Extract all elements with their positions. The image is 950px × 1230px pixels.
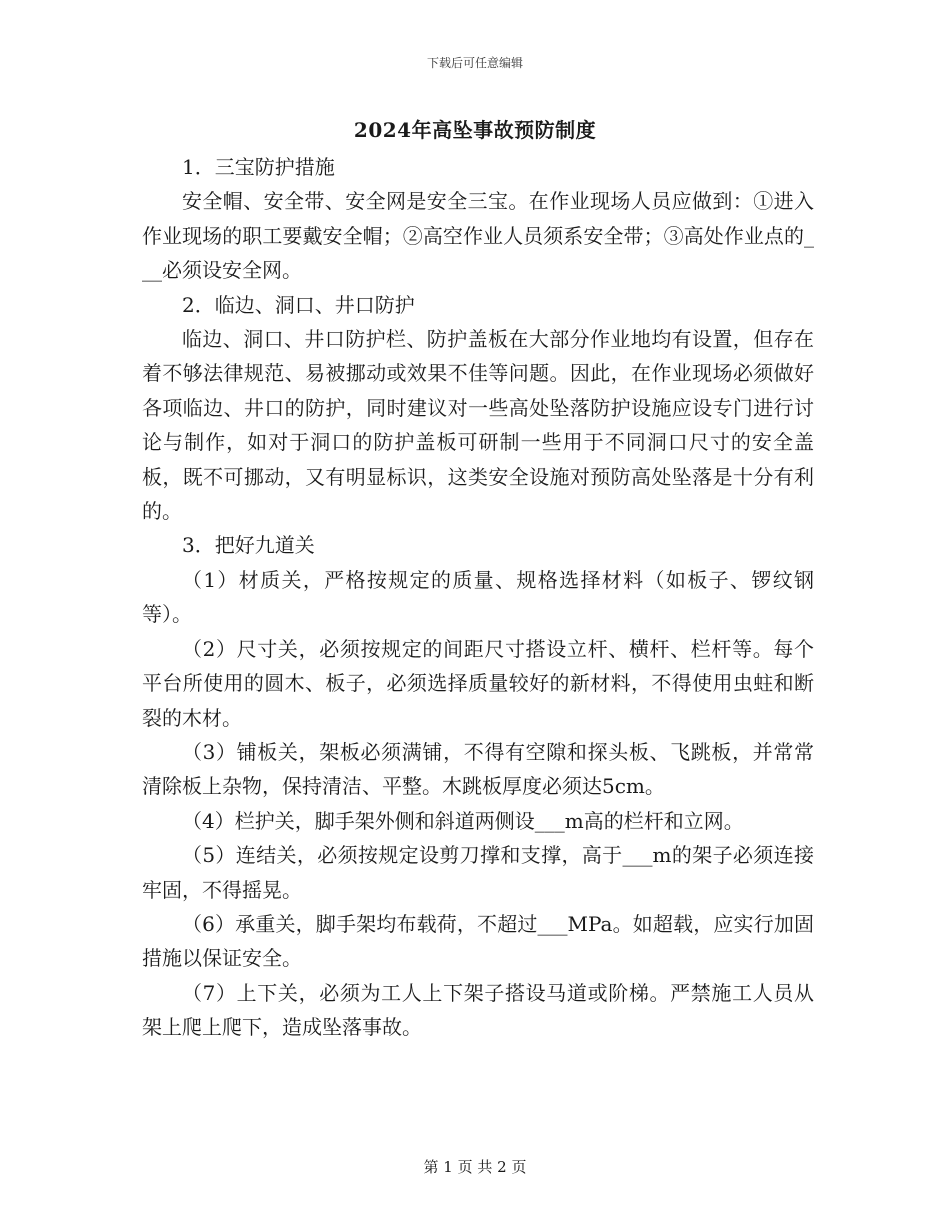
- list-item: （6）承重关，脚手架均布载荷，不超过___MPa。如超载，应实行加固措施以保证安全。: [142, 911, 814, 971]
- list-item: （2）尺寸关，必须按规定的间距尺寸搭设立杆、横杆、栏杆等。每个平台所使用的圆木、板子，必须选择质量较好的新材料，不得使用虫蛀和断裂的木材。: [142, 636, 814, 730]
- section-heading: 2．临边、洞口、井口防护: [182, 292, 415, 317]
- list-item: （3）铺板关，架板必须满铺，不得有空隙和探头板、飞跳板，并常常清除板上杂物，保持清洁、平整。木跳板厚度必须达5cm。: [142, 739, 814, 799]
- page-number: 第 1 页 共 2 页: [423, 1158, 527, 1176]
- section-heading: 3．把好九道关: [182, 533, 315, 558]
- document-body: [142, 150, 814, 1045]
- list-item: （7）上下关，必须为工人上下架子搭设马道或阶梯。严禁施工人员从架上爬上爬下，造成坠落事故。: [142, 980, 814, 1040]
- list-item: （5）连结关，必须按规定设剪刀撑和支撑，高于___m的架子必须连接牢固，不得摇晃。: [142, 843, 814, 902]
- paragraph: 安全帽、安全带、安全网是安全三宝。在作业现场人员应做到：①进入作业现场的职工要戴安全帽；②高空作业人员须系安全带；③高处作业点的___必须设安全网。: [142, 189, 814, 283]
- paragraph: 临边、洞口、井口防护栏、防护盖板在大部分作业地均有设置，但存在着不够法律规范、易被挪动或效果不佳等问题。因此，在作业现场必须做好各项临边、井口的防护，同时建议对一些高处坠落防护设施应设专门进行讨论与制作，如对于洞口的防护盖板可研制一些用于不同洞口尺寸的安全盖板，既不可挪动，又有明显标识，这类安全设施对预防高处坠落是十分有利的。: [142, 327, 814, 524]
- list-item: （4）栏护关，脚手架外侧和斜道两侧设___m高的栏杆和立网。: [182, 808, 744, 833]
- document-title: 2024年高坠事故预防制度: [353, 118, 597, 142]
- section-heading: 1．三宝防护措施: [182, 155, 335, 179]
- header-note: 下载后可任意编辑: [426, 56, 523, 70]
- list-item: （1）材质关，严格按规定的质量、规格选择材料（如板子、锣纹钢等）。: [142, 567, 814, 627]
